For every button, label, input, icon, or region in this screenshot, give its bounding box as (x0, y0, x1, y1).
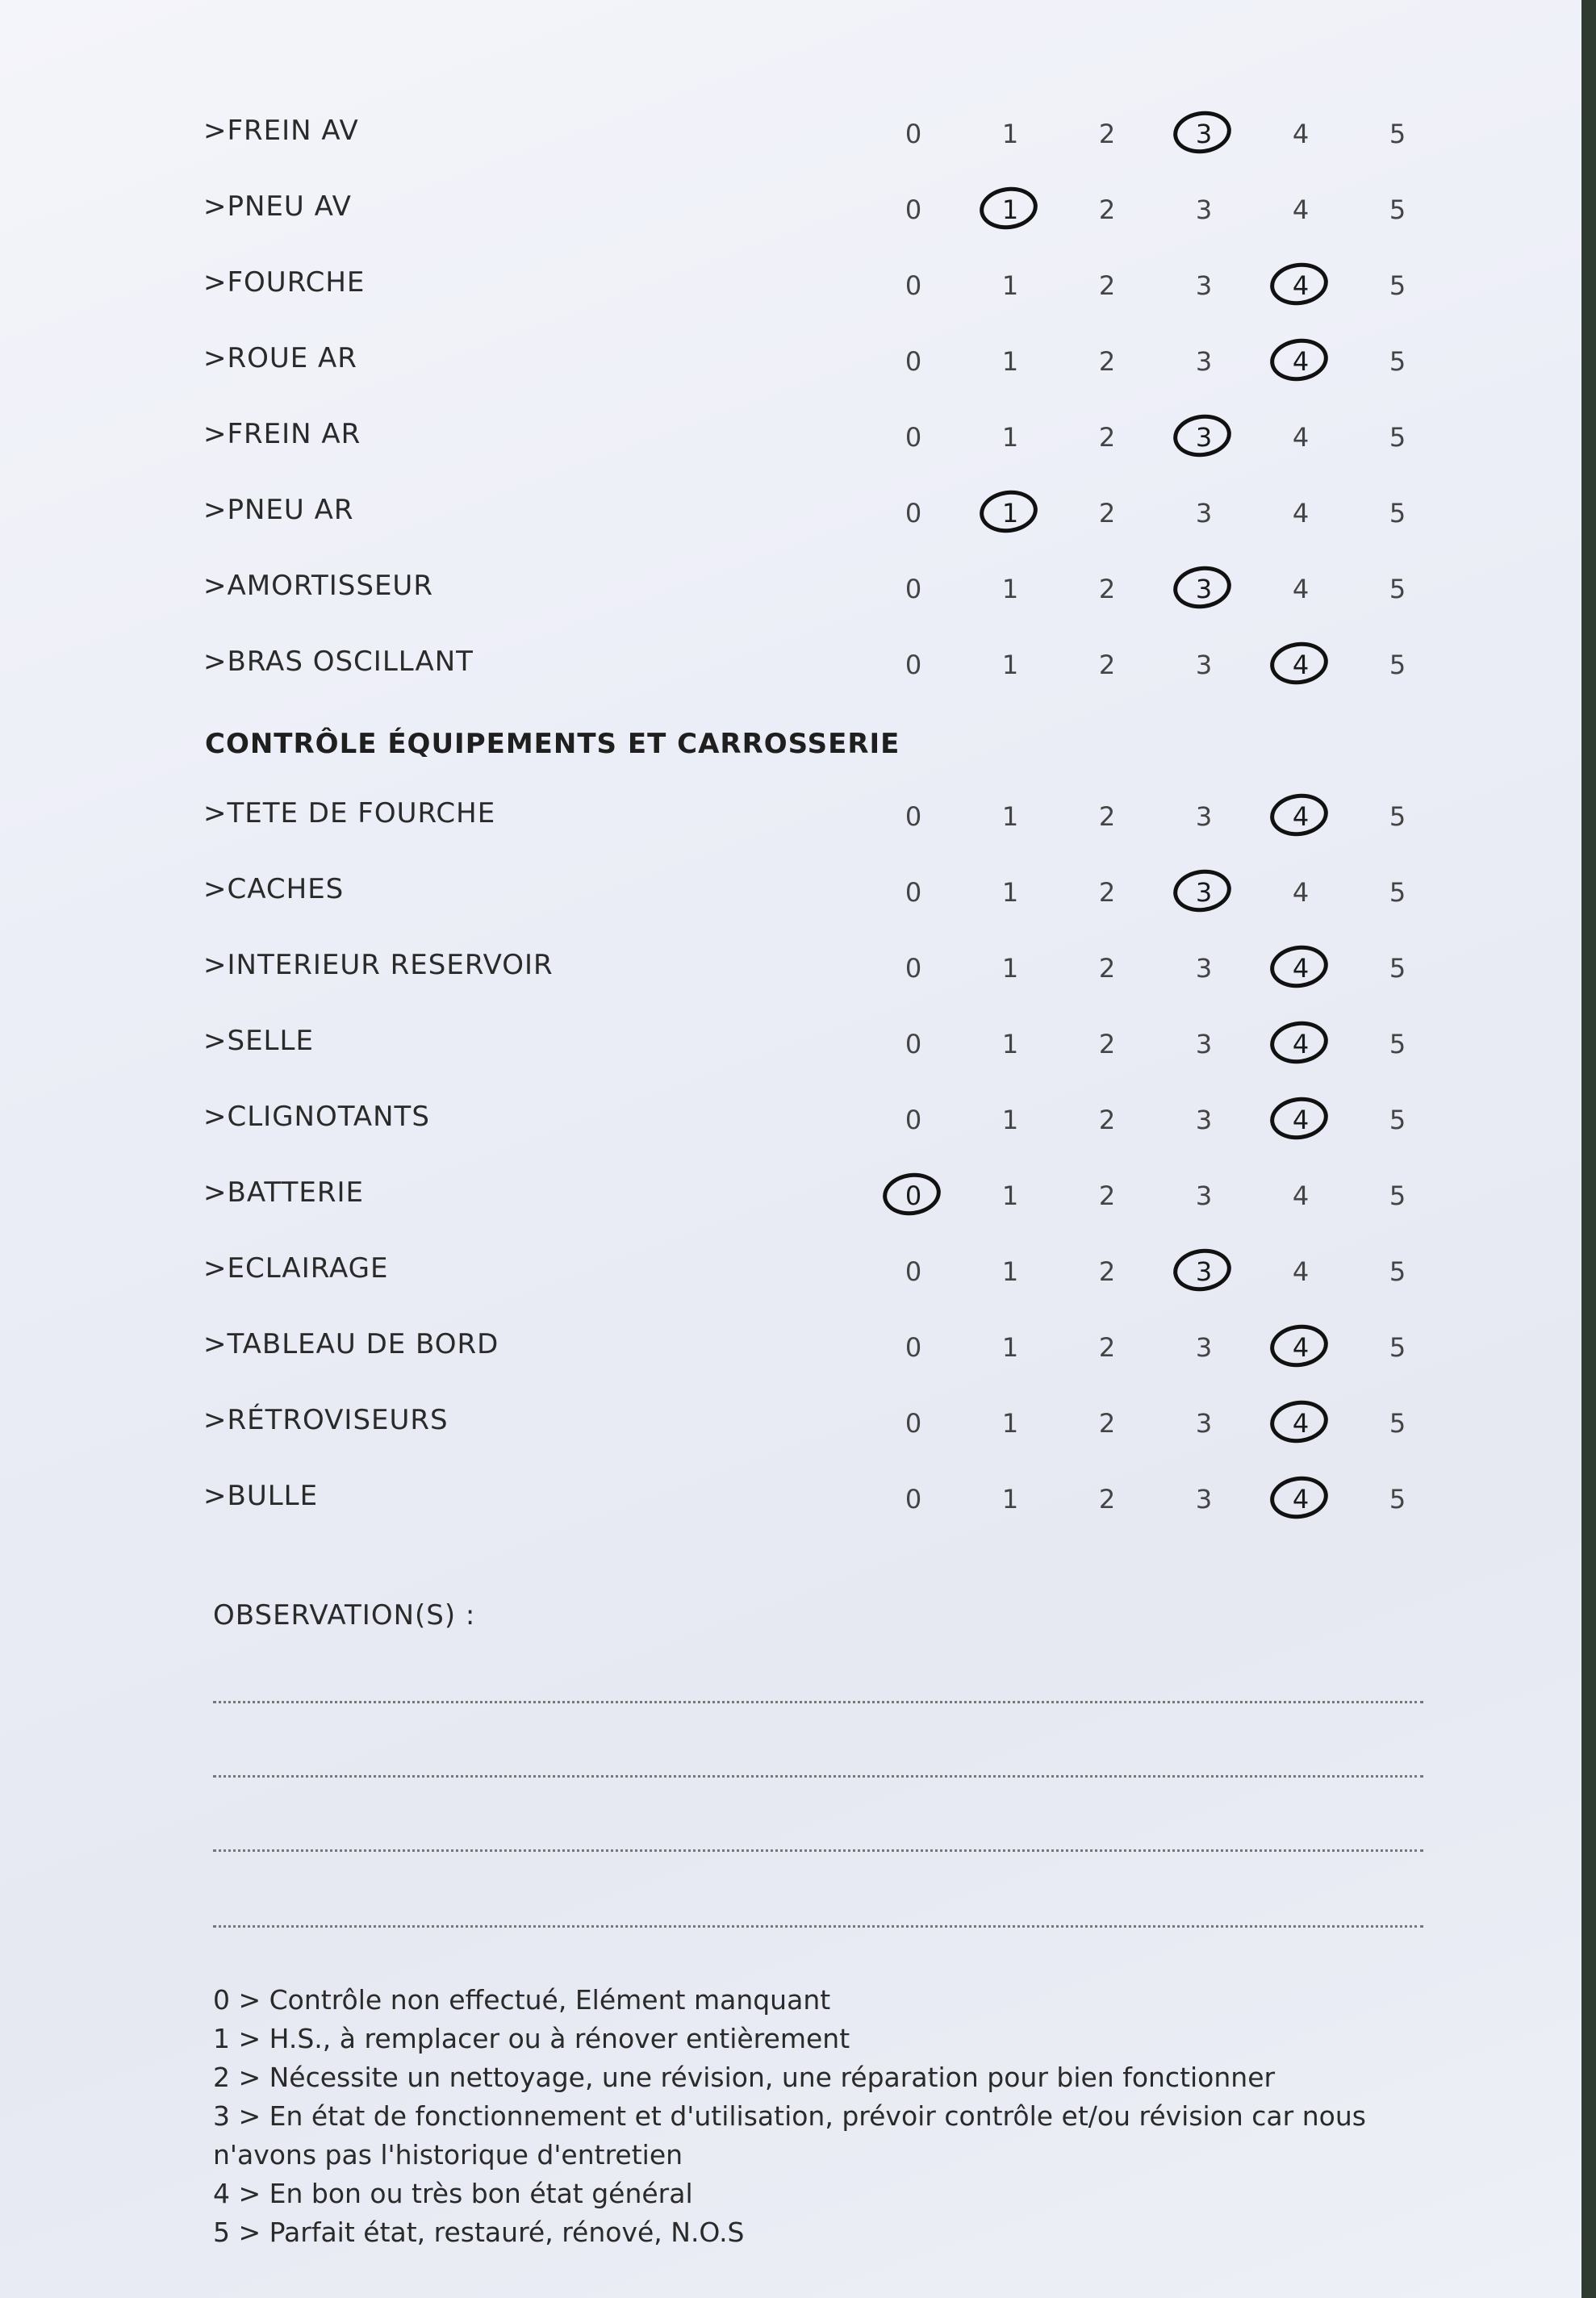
score-option[interactable]: 0 (905, 270, 922, 301)
rating-row (203, 931, 1430, 1007)
item-label: >FREIN AV (203, 115, 359, 147)
score-option[interactable]: 3 (1195, 1105, 1213, 1135)
score-option[interactable]: 1 (1001, 953, 1019, 984)
score-option[interactable]: 5 (1389, 270, 1406, 301)
score-option[interactable]: 5 (1389, 1332, 1406, 1363)
score-option[interactable]: 1 (1001, 877, 1019, 908)
score-option[interactable]: 3 (1195, 194, 1213, 225)
observation-label: OBSERVATION(S) : (213, 1599, 476, 1632)
rating-row (203, 476, 1430, 552)
item-label: >AMORTISSEUR (203, 570, 433, 602)
rating-row (203, 1083, 1430, 1159)
score-option-selected[interactable]: 4 (1276, 1406, 1325, 1441)
score-option[interactable]: 3 (1195, 1332, 1213, 1363)
item-label: >TETE DE FOURCHE (203, 797, 496, 829)
score-option[interactable]: 2 (1098, 1180, 1116, 1211)
score-option-selected[interactable]: 4 (1276, 1481, 1325, 1517)
score-option[interactable]: 5 (1389, 574, 1406, 604)
rating-row (203, 97, 1430, 173)
item-label: >TABLEAU DE BORD (203, 1328, 499, 1360)
score-option-selected[interactable]: 4 (1276, 647, 1325, 683)
score-option[interactable]: 0 (905, 119, 922, 149)
item-label: >INTERIEUR RESERVOIR (203, 949, 554, 981)
score-option[interactable]: 3 (1195, 498, 1213, 529)
score-option[interactable]: 4 (1292, 194, 1310, 225)
score-option-selected[interactable]: 4 (1276, 1026, 1325, 1062)
score-option[interactable]: 4 (1292, 119, 1310, 149)
item-label: >CACHES (203, 873, 345, 905)
rating-rows (203, 97, 1430, 1538)
score-option[interactable]: 2 (1098, 422, 1116, 453)
score-option[interactable]: 5 (1389, 1180, 1406, 1211)
score-option-selected[interactable]: 3 (1180, 420, 1228, 455)
score-option[interactable]: 2 (1098, 801, 1116, 832)
item-label: >ECLAIRAGE (203, 1252, 389, 1285)
score-option[interactable]: 1 (1001, 1029, 1019, 1059)
score-option[interactable]: 0 (905, 1484, 922, 1515)
score-option[interactable]: 3 (1195, 1408, 1213, 1439)
score-option[interactable]: 3 (1195, 801, 1213, 832)
item-label: >BULLE (203, 1480, 319, 1512)
score-option[interactable]: 5 (1389, 498, 1406, 529)
score-option[interactable]: 3 (1195, 1029, 1213, 1059)
score-option[interactable]: 1 (1001, 422, 1019, 453)
score-option[interactable]: 3 (1195, 270, 1213, 301)
legend-line: 2 > Nécessite un nettoyage, une révision, une réparation pour bien fonctionner (213, 2062, 1276, 2093)
rating-row (203, 855, 1430, 931)
score-option[interactable]: 5 (1389, 194, 1406, 225)
item-label: >RÉTROVISEURS (203, 1404, 449, 1436)
score-option[interactable]: 2 (1098, 1105, 1116, 1135)
score-option[interactable]: 0 (905, 194, 922, 225)
legend-line: 4 > En bon ou très bon état général (213, 2178, 693, 2209)
legend-line: 1 > H.S., à remplacer ou à rénover entièrement (213, 2023, 850, 2054)
section-title (203, 704, 1430, 779)
score-option[interactable]: 0 (905, 1256, 922, 1287)
observation-line (213, 1701, 1423, 1703)
rating-row (203, 552, 1430, 628)
score-option[interactable]: 1 (1001, 270, 1019, 301)
score-option[interactable]: 1 (1001, 119, 1019, 149)
score-option[interactable]: 3 (1195, 346, 1213, 377)
score-option[interactable]: 5 (1389, 650, 1406, 680)
score-option-selected[interactable]: 4 (1276, 1330, 1325, 1365)
score-option-selected[interactable]: 4 (1276, 1102, 1325, 1138)
rating-row (203, 1007, 1430, 1083)
score-option[interactable]: 1 (1001, 1180, 1019, 1211)
score-option[interactable]: 5 (1389, 1105, 1406, 1135)
rating-row (203, 1310, 1430, 1386)
score-option[interactable]: 0 (905, 801, 922, 832)
score-option[interactable]: 5 (1389, 1408, 1406, 1439)
score-option[interactable]: 2 (1098, 498, 1116, 529)
score-option[interactable]: 5 (1389, 1256, 1406, 1287)
score-option[interactable]: 2 (1098, 270, 1116, 301)
score-option[interactable]: 2 (1098, 346, 1116, 377)
score-option[interactable]: 2 (1098, 194, 1116, 225)
score-option-selected[interactable]: 1 (986, 495, 1034, 531)
observation-line (213, 1775, 1423, 1778)
score-option[interactable]: 4 (1292, 1256, 1310, 1287)
item-label: >ROUE AR (203, 342, 357, 374)
score-option[interactable]: 4 (1292, 1180, 1310, 1211)
rating-row (203, 249, 1430, 324)
score-option[interactable]: 2 (1098, 1256, 1116, 1287)
rating-row (203, 400, 1430, 476)
rating-legend (213, 1981, 1423, 2252)
score-option[interactable]: 0 (905, 953, 922, 984)
score-option[interactable]: 2 (1098, 953, 1116, 984)
rating-row (203, 324, 1430, 400)
item-label: >SELLE (203, 1025, 314, 1057)
rating-row (203, 1235, 1430, 1310)
score-option[interactable]: 5 (1389, 953, 1406, 984)
item-label: >FOURCHE (203, 266, 366, 299)
score-option[interactable]: 1 (1001, 1256, 1019, 1287)
score-option[interactable]: 4 (1292, 877, 1310, 908)
score-option[interactable]: 1 (1001, 1484, 1019, 1515)
score-option[interactable]: 5 (1389, 1029, 1406, 1059)
score-option[interactable]: 3 (1195, 1484, 1213, 1515)
score-option-selected[interactable]: 3 (1180, 571, 1228, 607)
score-option[interactable]: 0 (905, 422, 922, 453)
score-option[interactable]: 2 (1098, 1029, 1116, 1059)
item-label: >BRAS OSCILLANT (203, 646, 474, 678)
rating-row (203, 628, 1430, 704)
score-option[interactable]: 0 (905, 1029, 922, 1059)
score-option[interactable]: 5 (1389, 801, 1406, 832)
score-option-selected[interactable]: 0 (889, 1178, 938, 1214)
score-option[interactable]: 0 (905, 650, 922, 680)
score-option[interactable]: 0 (905, 574, 922, 604)
rating-row (203, 1462, 1430, 1538)
score-option[interactable]: 0 (905, 1105, 922, 1135)
score-option[interactable]: 5 (1389, 422, 1406, 453)
score-option-selected[interactable]: 3 (1180, 116, 1228, 152)
score-option[interactable]: 0 (905, 877, 922, 908)
rating-row (203, 173, 1430, 249)
score-option-selected[interactable]: 1 (986, 192, 1034, 228)
observation-line (213, 1849, 1423, 1852)
score-option[interactable]: 4 (1292, 574, 1310, 604)
section-title-text: CONTRÔLE ÉQUIPEMENTS ET CARROSSERIE (205, 728, 900, 760)
observation-line (213, 1925, 1423, 1928)
legend-line: 5 > Parfait état, restauré, rénové, N.O.S (213, 2217, 745, 2248)
score-option-selected[interactable]: 4 (1276, 799, 1325, 834)
rating-row (203, 1386, 1430, 1462)
score-option[interactable]: 1 (1001, 801, 1019, 832)
score-option[interactable]: 2 (1098, 650, 1116, 680)
score-option[interactable]: 2 (1098, 1332, 1116, 1363)
score-option-selected[interactable]: 3 (1180, 1254, 1228, 1289)
score-option[interactable]: 3 (1195, 650, 1213, 680)
score-option[interactable]: 5 (1389, 1484, 1406, 1515)
legend-line: 0 > Contrôle non effectué, Elément manquant (213, 1984, 831, 2016)
score-option[interactable]: 5 (1389, 877, 1406, 908)
item-label: >CLIGNOTANTS (203, 1101, 430, 1133)
score-option[interactable]: 0 (905, 1332, 922, 1363)
legend-line: n'avons pas l'historique d'entretien (213, 2139, 683, 2171)
score-option[interactable]: 3 (1195, 1180, 1213, 1211)
score-option[interactable]: 0 (905, 346, 922, 377)
legend-line: 3 > En état de fonctionnement et d'utilisation, prévoir contrôle et/ou révision car nous (213, 2100, 1366, 2132)
score-option[interactable]: 3 (1195, 953, 1213, 984)
score-option[interactable]: 1 (1001, 1408, 1019, 1439)
item-label: >PNEU AV (203, 190, 352, 223)
score-option[interactable]: 5 (1389, 346, 1406, 377)
score-option-selected[interactable]: 4 (1276, 268, 1325, 303)
score-option[interactable]: 1 (1001, 1332, 1019, 1363)
score-option[interactable]: 4 (1292, 498, 1310, 529)
score-option[interactable]: 0 (905, 498, 922, 529)
score-option[interactable]: 1 (1001, 650, 1019, 680)
score-option[interactable]: 4 (1292, 422, 1310, 453)
score-option-selected[interactable]: 3 (1180, 875, 1228, 910)
score-option-selected[interactable]: 4 (1276, 951, 1325, 986)
score-option[interactable]: 1 (1001, 1105, 1019, 1135)
item-label: >PNEU AR (203, 494, 354, 526)
score-option-selected[interactable]: 4 (1276, 344, 1325, 379)
score-option[interactable]: 2 (1098, 1484, 1116, 1515)
rating-row (203, 1159, 1430, 1235)
score-option[interactable]: 2 (1098, 877, 1116, 908)
score-option[interactable]: 0 (905, 1408, 922, 1439)
score-option[interactable]: 2 (1098, 119, 1116, 149)
rating-row (203, 779, 1430, 855)
score-option[interactable]: 2 (1098, 1408, 1116, 1439)
score-option[interactable]: 2 (1098, 574, 1116, 604)
item-label: >FREIN AR (203, 418, 361, 450)
score-option[interactable]: 1 (1001, 346, 1019, 377)
score-option[interactable]: 1 (1001, 574, 1019, 604)
score-option[interactable]: 5 (1389, 119, 1406, 149)
item-label: >BATTERIE (203, 1176, 364, 1209)
